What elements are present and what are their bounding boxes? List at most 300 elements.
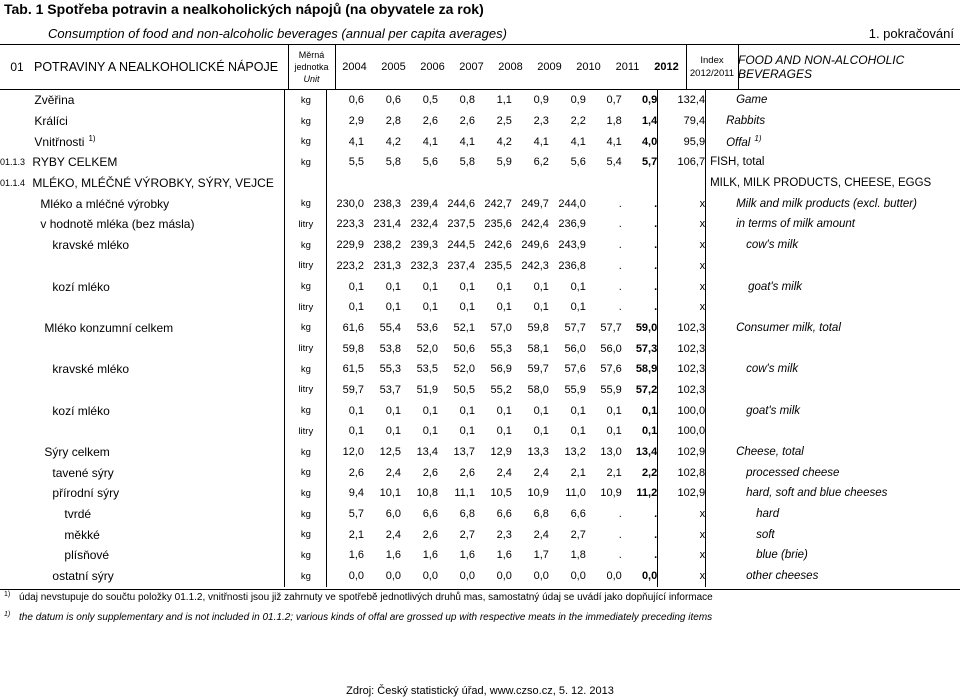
row-unit: litry: [285, 297, 327, 318]
row-name-en: hard: [756, 508, 780, 521]
value-2009: 0,1: [533, 280, 549, 293]
row-name-cell: [32, 256, 284, 277]
row-name-cell: [32, 442, 284, 463]
value-2005: 6,0: [385, 508, 402, 521]
row-index: 95,9: [658, 131, 706, 152]
value-2011: 0,1: [606, 425, 622, 438]
value-2009: 0,1: [533, 404, 549, 417]
value-2006: 0,1: [422, 425, 438, 438]
table-row: [0, 152, 960, 173]
value-2010: 1,8: [570, 549, 586, 562]
data-table: [0, 90, 960, 587]
row-index: 132,4: [658, 90, 706, 111]
value-2004: [327, 173, 364, 194]
value-2007: 0,1: [459, 280, 475, 293]
table-row: [0, 338, 960, 359]
row-unit: litry: [285, 380, 327, 401]
header-year-2011: 2011: [615, 61, 640, 73]
table-row: [0, 462, 960, 483]
value-2011: .: [618, 301, 622, 314]
table-row: [0, 297, 960, 318]
value-2004: 0,1: [348, 301, 365, 314]
header-unit: [288, 45, 335, 89]
value-2012: .: [622, 193, 658, 214]
row-name-cell: [32, 359, 284, 380]
value-2005: 5,8: [385, 156, 402, 169]
value-2012: 4,0: [622, 131, 658, 152]
value-2010: 0,0: [570, 570, 586, 583]
row-unit: [285, 173, 327, 194]
header-year-2009: 2009: [537, 61, 562, 73]
value-2005: 0,1: [385, 301, 402, 314]
row-code: [0, 504, 32, 525]
value-2009: 10,9: [527, 487, 549, 500]
row-name: kravské mléko: [52, 362, 130, 377]
row-name-en-cell: [706, 276, 960, 297]
row-name: Králíci: [34, 114, 68, 129]
row-name-cell: [32, 131, 284, 152]
row-name: Zvěřina: [34, 93, 75, 108]
table-row: [0, 90, 960, 111]
value-2012: [622, 173, 658, 194]
value-2004: 0,1: [348, 404, 365, 417]
value-2012: .: [622, 235, 658, 256]
value-2005: 12,5: [379, 446, 402, 459]
row-code: [0, 545, 32, 566]
value-2004: 229,9: [336, 239, 365, 252]
row-unit: kg: [285, 152, 327, 173]
row-name-cell: [32, 90, 284, 111]
row-index: 106,7: [658, 152, 706, 173]
row-code: [0, 442, 32, 463]
row-unit: kg: [285, 462, 327, 483]
value-2007: 5,8: [459, 156, 475, 169]
value-2005: 0,0: [385, 570, 402, 583]
value-2009: 0,9: [533, 94, 549, 107]
value-2004: 2,1: [348, 528, 365, 541]
row-unit: kg: [285, 545, 327, 566]
footnote-en-mark: 1): [4, 611, 11, 618]
value-2011: .: [618, 508, 622, 521]
value-2010: 2,2: [570, 115, 586, 128]
value-2004: 1,6: [348, 549, 365, 562]
value-2010: 243,9: [558, 239, 586, 252]
value-2008: 235,6: [484, 218, 512, 231]
value-2009: 6,8: [533, 508, 549, 521]
row-name-cell: [32, 235, 284, 256]
value-2010: 0,1: [570, 301, 586, 314]
value-2004: 223,3: [336, 218, 365, 231]
value-2007: 52,1: [453, 321, 475, 334]
value-2004: 0,1: [348, 280, 365, 293]
row-name-cell: [32, 380, 284, 401]
table-row: [0, 380, 960, 401]
value-2011: [586, 173, 622, 194]
value-2008: 4,2: [496, 135, 512, 148]
value-2005: 2,4: [385, 466, 402, 479]
table-row: [0, 173, 960, 194]
table-row: [0, 400, 960, 421]
table-row: [0, 545, 960, 566]
row-name: kozí mléko: [52, 403, 110, 418]
value-2007: 2,7: [459, 528, 475, 541]
value-2004: 0,0: [348, 570, 365, 583]
row-index: 102,9: [658, 442, 706, 463]
row-name-en-cell: [706, 338, 960, 359]
row-name-cell: [32, 338, 284, 359]
value-2004: 9,4: [348, 487, 365, 500]
value-2012: 57,2: [622, 380, 658, 401]
value-2007: 13,7: [453, 446, 475, 459]
row-name-cell: [32, 318, 284, 339]
value-2007: [438, 173, 475, 194]
row-unit: litry: [285, 256, 327, 277]
row-index: 102,3: [658, 318, 706, 339]
row-name-cell: [32, 462, 284, 483]
value-2007: 0,1: [459, 301, 475, 314]
row-name-en: goat's milk: [746, 404, 801, 417]
table-row: [0, 504, 960, 525]
value-2008: 6,6: [496, 508, 512, 521]
value-2011: .: [618, 218, 622, 231]
value-2012: 0,0: [622, 566, 658, 587]
value-2005: [364, 173, 401, 194]
value-2004: 2,6: [348, 466, 365, 479]
row-index: 102,3: [658, 359, 706, 380]
row-code: [0, 214, 32, 235]
value-2012: .: [622, 276, 658, 297]
value-2009: 59,8: [527, 321, 549, 334]
row-name-cell: [32, 504, 284, 525]
row-name-en: Consumer milk, total: [736, 321, 841, 334]
row-name: tvrdé: [64, 507, 92, 522]
value-2005: 53,7: [379, 383, 402, 396]
value-2005: 2,8: [385, 115, 402, 128]
value-2010: 0,9: [570, 94, 586, 107]
header-year-2008: 2008: [498, 61, 523, 73]
value-2008: 1,1: [496, 94, 512, 107]
row-name: Mléko konzumní celkem: [44, 320, 174, 335]
value-2007: 0,1: [459, 425, 475, 438]
value-2011: .: [618, 549, 622, 562]
value-2007: 244,6: [447, 197, 475, 210]
row-name-cell: [32, 173, 284, 194]
row-name: v hodnotě mléka (bez másla): [40, 217, 195, 232]
row-unit: kg: [285, 524, 327, 545]
value-2005: 2,4: [385, 528, 402, 541]
value-2006: 10,8: [416, 487, 438, 500]
value-2008: [475, 173, 512, 194]
row-index: 100,0: [658, 421, 706, 442]
value-2006: 51,9: [416, 383, 438, 396]
value-2007: 50,6: [453, 342, 475, 355]
source-note: Zdroj: Český statistický úřad, www.czso.cz, 5. 12. 2013: [346, 685, 614, 697]
value-2012: .: [622, 545, 658, 566]
value-2004: 61,6: [342, 321, 365, 334]
header-year-2010: 2010: [576, 61, 601, 73]
value-2004: 230,0: [336, 197, 365, 210]
header-year-2006: 2006: [420, 61, 445, 73]
value-2006: 0,1: [422, 280, 438, 293]
row-name-en: Rabbits: [726, 115, 766, 128]
row-name-en: Offal: [726, 137, 751, 150]
row-name-en-cell: [706, 380, 960, 401]
row-name: Mléko a mléčné výrobky: [40, 196, 170, 211]
row-code: [0, 276, 32, 297]
value-2010: 13,2: [564, 446, 586, 459]
row-unit: kg: [285, 504, 327, 525]
value-2009: 58,1: [527, 342, 549, 355]
row-code: [0, 318, 32, 339]
row-code: [0, 524, 32, 545]
header-index: [686, 45, 738, 89]
value-2010: 236,9: [558, 218, 586, 231]
row-name-cell: [32, 400, 284, 421]
row-code: [0, 566, 32, 587]
row-name-en: Milk and milk products (excl. butter): [736, 197, 917, 210]
row-code: [0, 256, 32, 277]
value-2007: 1,6: [459, 549, 475, 562]
value-2009: [512, 173, 549, 194]
value-2009: 13,3: [527, 446, 549, 459]
value-2005: 0,1: [385, 404, 402, 417]
value-2004: 2,9: [348, 115, 365, 128]
footnote-cz-mark: 1): [4, 591, 11, 598]
value-2006: 13,4: [416, 446, 438, 459]
value-2005: 238,3: [373, 197, 402, 210]
row-index: x: [658, 276, 706, 297]
value-2009: 2,3: [533, 115, 549, 128]
row-name-cell: [32, 193, 284, 214]
value-2012: 58,9: [622, 359, 658, 380]
header-unit-cz-1: Měrná: [298, 50, 325, 60]
row-unit: litry: [285, 421, 327, 442]
value-2006: 2,6: [422, 115, 438, 128]
row-name-en: cow's milk: [746, 239, 799, 252]
value-2004: 0,1: [348, 425, 365, 438]
row-unit: kg: [285, 276, 327, 297]
row-code: [0, 297, 32, 318]
value-2005: 4,2: [385, 135, 402, 148]
row-code: [0, 380, 32, 401]
row-name-en-cell: [706, 111, 960, 132]
value-2004: 5,5: [348, 156, 365, 169]
value-2009: 59,7: [527, 363, 549, 376]
value-2009: 0,0: [533, 570, 549, 583]
header-year-2012: 2012: [654, 61, 679, 73]
value-2011: 10,9: [600, 487, 622, 500]
footnote-divider: [0, 589, 960, 590]
value-2011: 57,6: [600, 363, 622, 376]
value-2006: 0,0: [422, 570, 438, 583]
value-2008: 0,1: [496, 425, 512, 438]
value-2010: 57,7: [564, 321, 586, 334]
row-name-en: goat's milk: [748, 280, 803, 293]
row-name-en-cell: [706, 90, 960, 111]
value-2005: 231,4: [373, 218, 402, 231]
value-2011: .: [618, 280, 622, 293]
table-row: [0, 111, 960, 132]
value-2011: 4,1: [606, 135, 622, 148]
row-index: x: [658, 214, 706, 235]
row-name-en-cell: [706, 297, 960, 318]
row-code: [0, 400, 32, 421]
value-2011: 0,0: [606, 570, 622, 583]
value-2012: 2,2: [622, 462, 658, 483]
value-2006: 6,6: [422, 508, 438, 521]
value-2009: 1,7: [533, 549, 549, 562]
value-2008: 2,5: [496, 115, 512, 128]
row-name-en: MILK, MILK PRODUCTS, CHEESE, EGGS: [710, 177, 932, 190]
value-2007: 11,1: [454, 487, 475, 500]
row-name: ostatní sýry: [52, 569, 114, 584]
row-name-cell: [32, 566, 284, 587]
row-code: [0, 193, 32, 214]
row-name-en: processed cheese: [746, 466, 840, 479]
value-2012: 13,4: [622, 442, 658, 463]
row-index: 102,3: [658, 338, 706, 359]
row-code: [0, 359, 32, 380]
row-unit: kg: [285, 318, 327, 339]
table-subtitle: Consumption of food and non-alcoholic beverages (annual per capita averages): [48, 26, 507, 41]
row-name: přírodní sýry: [52, 486, 120, 501]
table-row: [0, 442, 960, 463]
table-row: [0, 359, 960, 380]
value-2006: 0,1: [422, 404, 438, 417]
value-2008: 55,2: [490, 383, 512, 396]
value-2007: 2,6: [459, 466, 475, 479]
value-2010: 56,0: [564, 342, 586, 355]
row-name-en: soft: [756, 528, 775, 541]
table-row: [0, 318, 960, 339]
value-2011: .: [618, 528, 622, 541]
row-name-en-cell: [706, 173, 960, 194]
row-name-en-footnote-mark: 1): [754, 134, 762, 144]
value-2010: 57,6: [564, 363, 586, 376]
value-2011: .: [618, 259, 622, 272]
row-name: Sýry celkem: [44, 445, 110, 460]
row-unit: kg: [285, 111, 327, 132]
value-2005: 0,6: [385, 94, 402, 107]
row-name-cell: [32, 111, 284, 132]
value-2012: 59,0: [622, 318, 658, 339]
value-2010: 11,0: [565, 487, 586, 500]
value-2007: 0,8: [459, 94, 475, 107]
row-name-en-cell: [706, 545, 960, 566]
value-2012: .: [622, 256, 658, 277]
value-2006: 232,3: [410, 259, 438, 272]
value-2008: 0,1: [496, 301, 512, 314]
table-title: Tab. 1 Spotřeba potravin a nealkoholických nápojů (na obyvatele za rok): [4, 1, 484, 17]
value-2009: 0,1: [533, 425, 549, 438]
value-2011: 0,1: [606, 404, 622, 417]
value-2007: 52,0: [453, 363, 475, 376]
value-2006: 0,5: [422, 94, 438, 107]
value-2004: 223,2: [336, 259, 365, 272]
footnote-cz: [4, 591, 713, 603]
continuation-note: 1. pokračování: [868, 26, 954, 41]
header-year-2005: 2005: [381, 61, 406, 73]
value-2012: 0,1: [622, 421, 658, 442]
value-2006: 232,4: [410, 218, 438, 231]
row-index: x: [658, 545, 706, 566]
row-unit: kg: [285, 483, 327, 504]
value-2011: 1,8: [606, 115, 622, 128]
value-2004: 12,0: [342, 446, 365, 459]
value-2007: 237,4: [447, 259, 475, 272]
value-2009: 4,1: [533, 135, 549, 148]
value-2005: 0,1: [385, 425, 402, 438]
header-index-2: 2012/2011: [689, 68, 735, 79]
row-code: [0, 131, 32, 152]
row-unit: litry: [285, 338, 327, 359]
row-name-en: other cheeses: [746, 570, 819, 583]
value-2008: 5,9: [496, 156, 512, 169]
value-2007: 0,1: [459, 404, 475, 417]
table-row: [0, 566, 960, 587]
value-2006: [401, 173, 438, 194]
value-2009: 242,4: [521, 218, 549, 231]
row-name-en: FISH, total: [710, 156, 765, 169]
value-2009: 2,4: [533, 466, 549, 479]
row-index: x: [658, 524, 706, 545]
row-name-en-cell: [706, 400, 960, 421]
header-year-2007: 2007: [459, 61, 484, 73]
row-name: kravské mléko: [52, 238, 130, 253]
value-2012: 5,7: [622, 152, 658, 173]
row-name-cell: [32, 421, 284, 442]
value-2009: 242,3: [521, 259, 549, 272]
value-2012: .: [622, 504, 658, 525]
table-header: [0, 44, 960, 90]
row-unit: kg: [285, 359, 327, 380]
value-2006: 2,6: [422, 528, 438, 541]
footnote-cz-text: údaj nevstupuje do součtu položky 01.1.2, vnitřnosti jsou již zahrnuty ve spotřebě jednotlivých druhů mas, samostatný údaj se uvádí jako dopňující informace: [19, 592, 713, 604]
value-2004: 59,7: [342, 383, 365, 396]
value-2012: 1,4: [622, 111, 658, 132]
value-2004: 59,8: [342, 342, 365, 355]
row-name-cell: [32, 276, 284, 297]
row-code: 01.1.3: [0, 157, 26, 168]
value-2011: 5,4: [606, 156, 622, 169]
row-name-en: blue (brie): [756, 549, 808, 562]
row-code: [0, 235, 32, 256]
row-name-en-cell: [706, 256, 960, 277]
value-2004: 4,1: [348, 135, 365, 148]
value-2005: 1,6: [385, 549, 402, 562]
row-name-cell: [32, 524, 284, 545]
value-2007: 244,5: [447, 239, 475, 252]
value-2011: .: [618, 239, 622, 252]
value-2011: .: [618, 197, 622, 210]
row-code: [0, 462, 32, 483]
value-2008: 10,5: [490, 487, 512, 500]
value-2006: 0,1: [422, 301, 438, 314]
value-2009: 0,1: [533, 301, 549, 314]
row-name: tavené sýry: [52, 465, 114, 480]
value-2007: 0,0: [459, 570, 475, 583]
row-name-en-cell: [706, 462, 960, 483]
value-2006: 239,3: [410, 239, 438, 252]
value-2006: 5,6: [422, 156, 438, 169]
value-2007: 4,1: [459, 135, 475, 148]
value-2006: 2,6: [422, 466, 438, 479]
value-2006: 4,1: [422, 135, 438, 148]
row-index: x: [658, 566, 706, 587]
value-2010: 2,1: [570, 466, 586, 479]
row-code: 01.1.4: [0, 178, 26, 189]
row-unit: kg: [285, 235, 327, 256]
